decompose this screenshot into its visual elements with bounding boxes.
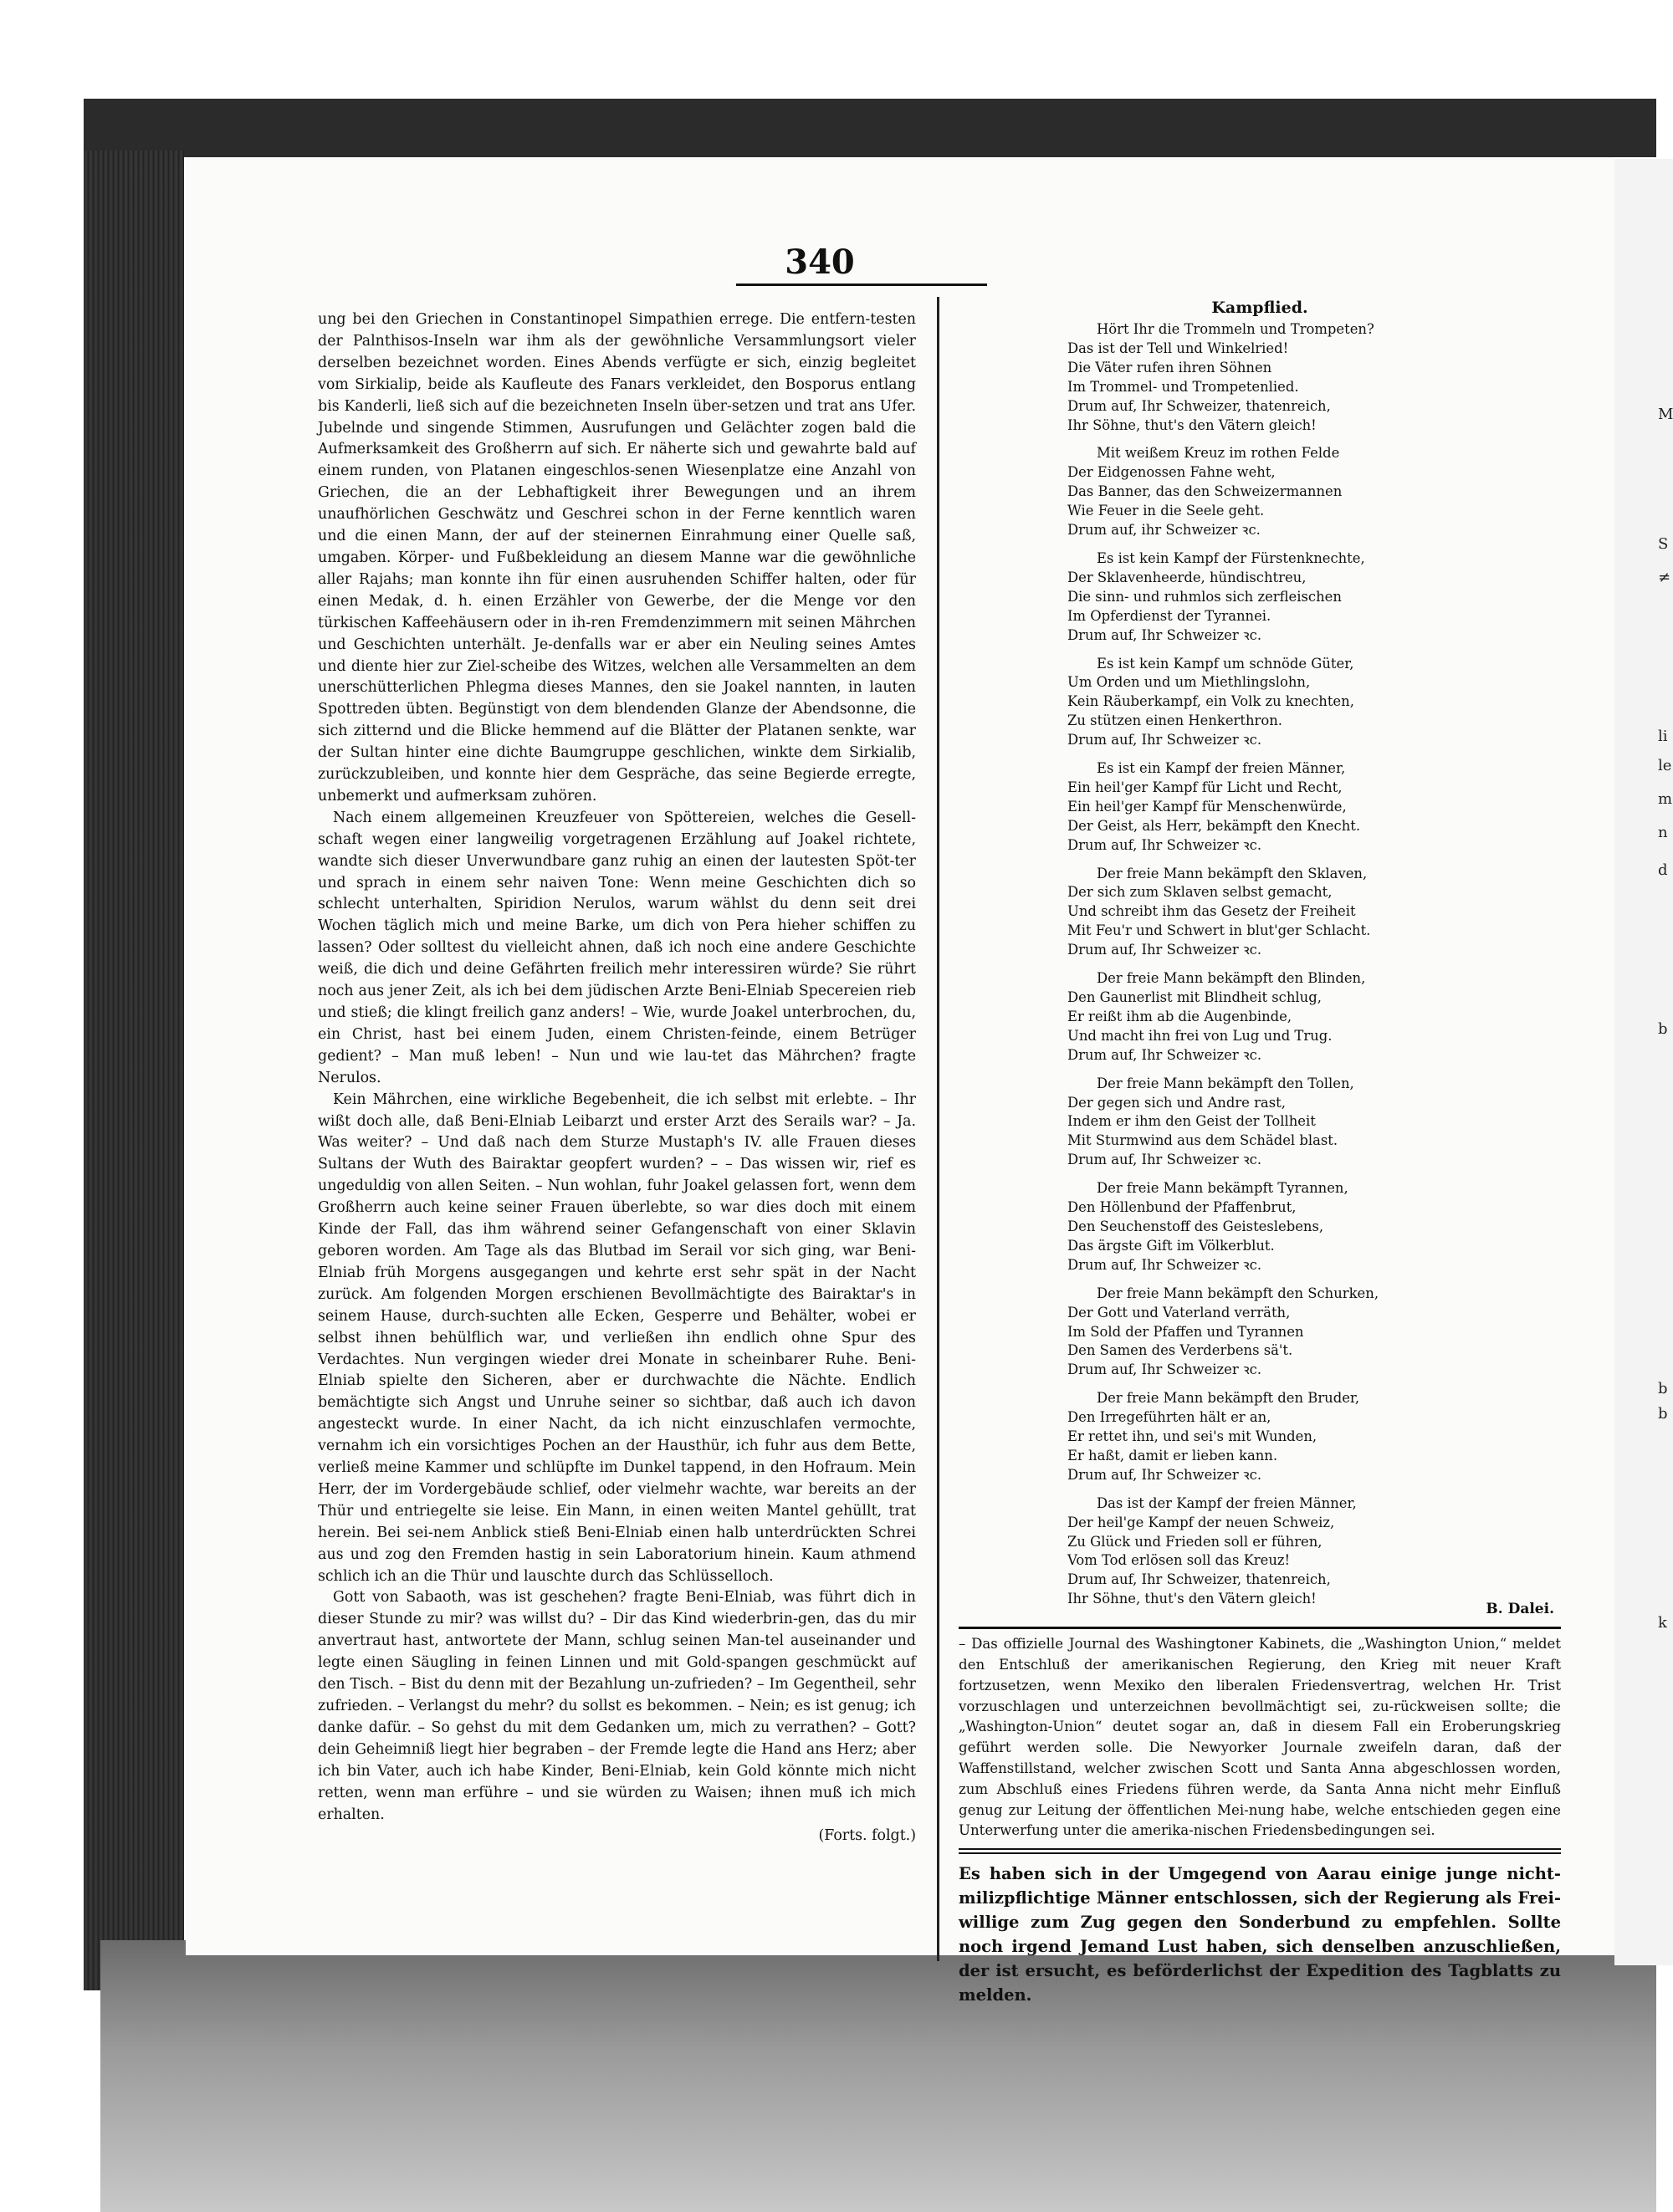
poem-line: Drum auf, Ihr Schweizer ꝛc.	[1067, 732, 1262, 748]
adjacent-page-fragment: li	[1658, 728, 1668, 745]
adjacent-page-fragment: m	[1658, 790, 1673, 808]
announcement-text: Es haben sich in der Umgegend von Aarau einige junge nicht-milizpflichtige Männer entschlossen, sich der Regierung als Frei-willige zum Zug gegen den Sonderbund zu empfehlen. Sollte noch irgend Jemand Lust haben, sich denselben anzuschließen, der ist ersucht, es beförderlichst der Expedition des Tagblatts zu melden.	[959, 1864, 1561, 2005]
poem-line: Ihr Söhne, thut's den Vätern gleich!	[1067, 416, 1317, 433]
poem-body	[959, 320, 1561, 1609]
news-item	[959, 1634, 1561, 1842]
poem-author: B. Dalei.	[1486, 1601, 1554, 1618]
story-paragraph: ung bei den Griechen in Constantinopel Simpathien errege. Die entfern-testen der Palnthisos-Inseln war ihm als der gewöhnliche Versammlungsort vieler derselben bezeichnet worden. Eines Abends verfügte er sich, einzig begleitet vom Sirkialip, beide als Kaufleute des Fanars verkleidet, den Bosporus entlang bis Kanderli, ließ sich auf die bezeichneten Inseln über-setzen und trat ans Ufer. Jubelnde und singende Stimmen, Ausrufungen und Gelächter zogen bald die Aufmerksamkeit des Großherrn auf sich. Er näherte sich und gewahrte bald auf einem runden, von Platanen eingeschlos-senen Wiesenplatze eine Anzahl von Griechen, die an der Lebhaftigkeit ihrer Bewegungen und an ihrem unaufhörlichen Geschwätz und Geschrei schon in der Ferne kenntlich waren und die einen Mann, der auf der steinernen Einrahmung einer Quelle saß, umgaben. Körper- und Fußbekleidung an diesem Manne war die gewöhnliche aller Rajahs; man konnte ihn für einen ausruhenden Schiffer halten, oder für einen Medak, d. h. einen Erzähler von Gewerbe, der die Menge vor den türkischen Kaffeehäusern oder in ih-ren Fremdenzimmern mit seinen Mährchen und Geschichten unterhält. Je-denfalls war er aber ein Neuling seines Amtes und diente hier zur Ziel-scheibe des Witzes, welchen alle Versammelten an dem unerschütterlichen Phlegma dieses Mannes, den sie Joakel nannten, in lauten Spottreden übten. Begünstigt von dem blendenden Glanze der Abendsonne, die sich zitternd und die Blicke hemmend auf die Blätter der Platanen senkte, war der Sultan hinter eine dichte Baumgruppe geschlichen, winkte dem Sirkialib, zurückzubleiben, und konnte hier dem Gespräche, das seine Begierde erregte, unbemerkt und aufmerksam zuhören.	[318, 311, 916, 805]
poem-line: Der sich zum Sklaven selbst gemacht,	[1067, 884, 1333, 901]
adjacent-page-fragment: d	[1658, 861, 1668, 879]
poem-line: Im Opferdienst der Tyrannei.	[1067, 607, 1271, 624]
poem-stanza	[959, 549, 1561, 646]
poem-line: Drum auf, Ihr Schweizer ꝛc.	[1067, 836, 1262, 853]
poem-line: Zu Glück und Frieden soll er führen,	[1067, 1533, 1323, 1550]
poem-line: Mit Sturmwind aus dem Schädel blast.	[1067, 1132, 1338, 1149]
poem-line: Der freie Mann bekämpft den Bruder,	[1097, 1390, 1360, 1407]
adjacent-page-fragment: ≠	[1658, 569, 1671, 586]
poem-line: Das ärgste Gift im Völkerblut.	[1067, 1237, 1275, 1254]
poem-line: Im Sold der Pfaffen und Tyrannen	[1067, 1323, 1304, 1340]
poem-line: Es ist kein Kampf um schnöde Güter,	[1097, 655, 1354, 672]
poem-line: Der freie Mann bekämpft den Sklaven,	[1097, 865, 1368, 881]
poem-line: Drum auf, Ihr Schweizer, thatenreich,	[1067, 397, 1331, 414]
adjacent-page-edge	[1614, 159, 1673, 1965]
poem-line: Ihr Söhne, thut's den Vätern gleich!	[1067, 1591, 1317, 1607]
news-item-text: – Das offizielle Journal des Washingtoner Kabinets, die „Washington Union,“ meldet den Entschluß der amerikanischen Regierung, den Krieg mit neuer Kraft fortzusetzen, wenn Mexiko den liberalen Friedensvertrag, welchen Hr. Trist vorzuschlagen und unterzeichnen bevollmächtigt sei, zu-rückweisen sollte; die „Washington-Union“ deutet sogar an, daß in diesem Fall ein Eroberungskrieg geführt werden solle. Die Newyorker Journale zweifeln daran, daß der Waffenstillstand, welcher zwischen Scott und Santa Anna abgeschlossen worden, zum Abschluß eines Friedens führen werde, da Santa Anna nicht mehr Einfluß genug zur Leitung der öffentlichen Mei-nung habe, welche entschieden gegen eine Unterwerfung unter die amerika-nischen Friedensbedingungen sei.	[959, 1636, 1561, 1839]
poem-line: Er haßt, damit er lieben kann.	[1067, 1447, 1278, 1464]
adjacent-page-fragment: b	[1658, 1405, 1668, 1423]
scan-top-shadow	[84, 99, 1656, 157]
poem-line: Den Seuchenstoff des Geisteslebens,	[1067, 1218, 1324, 1234]
poem-line: Den Gaunerlist mit Blindheit schlug,	[1067, 989, 1322, 1005]
poem-stanza	[959, 320, 1561, 435]
left-column-story	[318, 309, 916, 1847]
adjacent-page-fragment: le	[1658, 757, 1672, 774]
poem-line: Und macht ihn frei von Lug und Trug.	[1067, 1027, 1333, 1044]
poem-stanza	[959, 759, 1561, 856]
poem-line: Der heil'ge Kampf der neuen Schweiz,	[1067, 1514, 1335, 1530]
poem-line: Die Väter rufen ihren Söhnen	[1067, 359, 1272, 375]
poem-line: Der Gott und Vaterland verräth,	[1067, 1304, 1291, 1321]
poem-line: Um Orden und um Miethlingslohn,	[1067, 674, 1311, 691]
story-paragraph: Gott von Sabaoth, was ist geschehen? fragte Beni-Elniab, was führt dich in dieser Stunde zu mir? was willst du? – Dir das Kind wiederbrin-gen, das du mir anvertraut hast, antwortete der Mann, schlug seinen Man-tel auseinander und legte einen Säugling in feinen Linnen und mit Gold-spangen geschmückt auf den Tisch. – Bist du denn mit der Bezahlung un-zufrieden? – Im Gegentheil, sehr zufrieden. – Verlangst du mehr? du sollst es bekommen. – Nein; es ist genug; ich danke dafür. – So gehst du mit dem Gedanken um, mich zu verrathen? – Gott? dein Geheimniß liegt hier begraben – der Fremde legte die Hand ans Herz; aber ich bin Vater, auch ich habe Kinder, Beni-Elniab, kein Gold könnte mich nicht retten, wenn man erführe – und sie würden zu Waisen; ihnen muß ich mich erhalten.	[318, 1589, 916, 1823]
poem-line: Hört Ihr die Trommeln und Trompeten?	[1097, 321, 1374, 337]
poem-line: Der Sklavenheerde, hündischtreu,	[1067, 569, 1307, 585]
adjacent-page-fragment: S	[1658, 535, 1669, 553]
poem-line: Der Geist, als Herr, bekämpft den Knecht.	[1067, 817, 1361, 834]
poem-line: Drum auf, Ihr Schweizer ꝛc.	[1067, 1466, 1262, 1483]
poem-line: Vom Tod erlösen soll das Kreuz!	[1067, 1552, 1291, 1569]
poem-line: Kein Räuberkampf, ein Volk zu knechten,	[1067, 693, 1354, 710]
poem-stanza	[959, 1389, 1561, 1485]
poem-stanza	[959, 1494, 1561, 1609]
poem-stanza	[959, 969, 1561, 1065]
adjacent-page-fragment: b	[1658, 1380, 1668, 1397]
poem-line: Den Samen des Verderbens sä't.	[1067, 1342, 1293, 1359]
poem-line: Mit Feu'r und Schwert in blut'ger Schlacht.	[1067, 922, 1371, 939]
poem-line: Den Höllenbund der Pfaffenbrut,	[1067, 1199, 1297, 1216]
poem-line: Der freie Mann bekämpft den Tollen,	[1097, 1075, 1354, 1091]
poem-line: Im Trommel- und Trompetenlied.	[1067, 378, 1299, 395]
poem-line: Ein heil'ger Kampf für Menschenwürde,	[1067, 798, 1347, 815]
page-number: 340	[785, 243, 855, 282]
adjacent-page-fragment: M	[1658, 406, 1673, 423]
continued-note: (Forts. folgt.)	[818, 1827, 916, 1845]
section-rule	[959, 1627, 1561, 1629]
poem-line: Der Eidgenossen Fahne weht,	[1067, 464, 1276, 481]
poem-line: Wie Feuer in die Seele geht.	[1067, 503, 1265, 519]
poem-line: Das Banner, das den Schweizermannen	[1067, 483, 1343, 500]
poem-line: Der freie Mann bekämpft Tyrannen,	[1097, 1180, 1348, 1197]
announcement	[959, 1862, 1561, 2007]
poem-line: Der freie Mann bekämpft den Blinden,	[1097, 970, 1366, 987]
poem-line: Das ist der Tell und Winkelried!	[1067, 340, 1289, 356]
book-spine-edge	[84, 151, 184, 1990]
right-column	[959, 297, 1561, 2007]
poem-line: Drum auf, Ihr Schweizer ꝛc.	[1067, 626, 1262, 643]
poem-line: Drum auf, Ihr Schweizer ꝛc.	[1067, 1256, 1262, 1273]
poem-line: Das ist der Kampf der freien Männer,	[1097, 1494, 1357, 1511]
poem-line: Die sinn- und ruhmlos sich zerfleischen	[1067, 588, 1342, 605]
poem-line: Der gegen sich und Andre rast,	[1067, 1094, 1286, 1111]
poem-line: Zu stützen einen Henkerthron.	[1067, 713, 1282, 729]
poem-line: Indem er ihm den Geist der Tollheit	[1067, 1113, 1316, 1130]
poem-line: Er reißt ihm ab die Augenbinde,	[1067, 1008, 1292, 1024]
poem-line: Der freie Mann bekämpft den Schurken,	[1097, 1285, 1379, 1301]
poem-line: Drum auf, Ihr Schweizer ꝛc.	[1067, 1361, 1262, 1378]
poem-line: Drum auf, Ihr Schweizer ꝛc.	[1067, 1152, 1262, 1168]
column-divider	[937, 297, 939, 1961]
poem-line: Drum auf, Ihr Schweizer ꝛc.	[1067, 1046, 1262, 1063]
adjacent-page-fragment: n	[1658, 824, 1668, 841]
adjacent-page-fragment: b	[1658, 1020, 1668, 1038]
story-paragraph: Nach einem allgemeinen Kreuzfeuer von Spöttereien, welches die Gesell-schaft wegen einer langweilig vorgetragenen Erzählung auf Joakel richtete, wandte sich dieser Unverwundbare ganz ruhig an einen der lautesten Spöt-ter und sprach in einem sehr naiven Tone: Wenn meine Geschichten dich so schlecht unterhalten, Spiridion Nerulos, warum wählst du denn seit drei Wochen täglich mich und meine Barke, um dich von Pera hieher schiffen zu lassen? Oder solltest du vielleicht ahnen, daß ich noch eine andere Geschichte weiß, die dich und deine Gefährten freilich mehr interessiren würde? Sie rührt noch aus jener Zeit, als ich bei dem jüdischen Arzte Beni-Elniab Specereien rieb und stieß; die klingt freilich ganz anders! – Wie, wurde Joakel unterbrochen, du, ein Christ, hast bei einem Juden, einem Christen-feinde, einem Betrüger gedient? – Man muß leben! – Nun und wie lau-tet das Mährchen? fragte Nerulos.	[318, 809, 916, 1086]
poem-title: Kampflied.	[1211, 299, 1308, 317]
poem-stanza	[959, 865, 1561, 961]
story-paragraph: Kein Mährchen, eine wirkliche Begebenheit, die ich selbst mit erlebte. – Ihr wißt doch alle, daß Beni-Elniab Leibarzt und erster Arzt des Serails war? – Ja. Was weiter? – Und daß nach dem Sturze Mustaph's IV. alle Frauen dieses Sultans der Wuth des Bairaktar geopfert wurden? – – Das wissen wir, rief es ungeduldig von allen Seiten. – Nun wohlan, fuhr Joakel gelassen fort, wenn dem Großherrn auch keine seiner Frauen überlebte, so war dies doch mit einem Kinde der Fall, das ihm während seiner Gefangenschaft von einer Sklavin geboren worden. Am Tage als das Blutbad im Serail vor sich ging, war Beni-Elniab früh Morgens ausgegangen und kehrte erst sehr spät in der Nacht zurück. Am folgenden Morgen erschienen Bevollmächtigte des Bairaktar's in seinem Hause, durch-suchten alle Ecken, Gesperre und Behälter, wobei er selbst ihnen behülflich war, und verließen ihn endlich ohne Spur des Verdachtes. Nun vergingen wieder drei Monate in scheinbarer Ruhe. Beni-Elniab spielte den Sicheren, aber er durchwachte die Nächte. Endlich bemächtigte sich Angst und Unruhe seiner so sichtbar, daß auch ich davon angesteckt wurde. In einer Nacht, da ich nicht einzuschlafen vermochte, vernahm ich ein vorsichtiges Pochen an der Hausthür, ich fuhr aus dem Bette, verließ meine Kammer und schlüpfte im Dunkel tappend, in den Hofraum. Mein Herr, der im Vordergebäude schlief, oder vielmehr wachte, war bereits an der Thür und entriegelte sie leise. Ein Mann, in einen weiten Mantel gehüllt, trat herein. Bei sei-nem Anblick stieß Beni-Elniab einen halb unterdrückten Schrei aus und zog den Fremden hastig in sein Laboratorium hinein. Kaum athmend schlich ich an die Thür und lauschte durch das Schlüsselloch.	[318, 1091, 916, 1585]
poem-line: Mit weißem Kreuz im rothen Felde	[1097, 445, 1340, 462]
poem-stanza	[959, 1075, 1561, 1171]
poem-line: Den Irregeführten hält er an,	[1067, 1409, 1271, 1426]
poem-stanza	[959, 1285, 1561, 1381]
poem-line: Und schreibt ihm das Gesetz der Freiheit	[1067, 903, 1356, 920]
poem-line: Es ist kein Kampf der Fürstenknechte,	[1097, 549, 1365, 566]
poem-line: Es ist ein Kampf der freien Männer,	[1097, 760, 1346, 777]
adjacent-page-fragment: k	[1658, 1614, 1667, 1632]
poem-line: Drum auf, Ihr Schweizer ꝛc.	[1067, 942, 1262, 958]
poem-line: Drum auf, ihr Schweizer ꝛc.	[1067, 522, 1261, 539]
poem-line: Er rettet ihn, und sei's mit Wunden,	[1067, 1428, 1317, 1445]
poem-stanza	[959, 655, 1561, 751]
poem-stanza	[959, 1179, 1561, 1275]
poem-line: Drum auf, Ihr Schweizer, thatenreich,	[1067, 1571, 1331, 1588]
page-number-rule	[736, 284, 987, 286]
poem-line: Ein heil'ger Kampf für Licht und Recht,	[1067, 779, 1343, 795]
poem-stanza	[959, 444, 1561, 540]
double-rule	[959, 1848, 1561, 1850]
